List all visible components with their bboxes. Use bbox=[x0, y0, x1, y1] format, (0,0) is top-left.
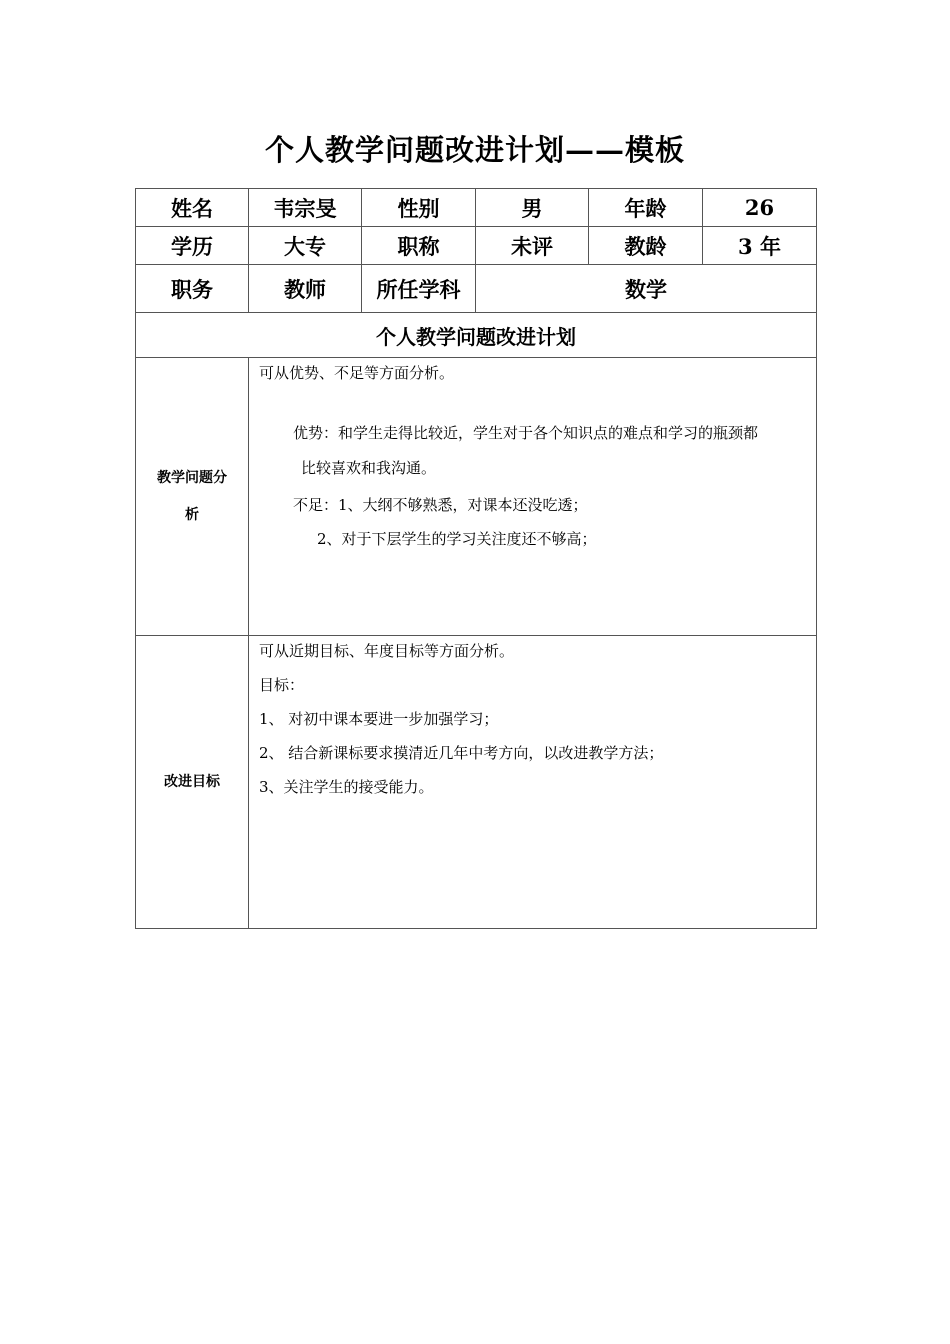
subject-value: 数学 bbox=[476, 265, 817, 313]
improvement-content bbox=[249, 636, 817, 929]
analysis-label bbox=[136, 358, 249, 636]
position-value: 教师 bbox=[249, 265, 362, 313]
analysis-strength-line-1: 优势：和学生走得比较近，学生对于各个知识点的难点和学习的瓶颈都 bbox=[293, 424, 759, 442]
plan-header-row bbox=[136, 313, 817, 358]
gender-value: 男 bbox=[476, 189, 589, 227]
analysis-weakness-line-1: 不足：1、大纲不够熟悉，对课本还没吃透； bbox=[293, 496, 588, 514]
improvement-goal-2: 2、 结合新课标要求摸清近几年中考方向，以改进教学方法； bbox=[259, 744, 664, 762]
age-label: 年龄 bbox=[589, 189, 703, 227]
improvement-hint: 可从近期目标、年度目标等方面分析。 bbox=[259, 642, 515, 660]
plan-header: 个人教学问题改进计划 bbox=[136, 313, 817, 358]
info-row-3 bbox=[136, 265, 817, 313]
info-row-1 bbox=[136, 189, 817, 227]
age-value: 26 bbox=[703, 189, 817, 227]
improvement-goal-1: 1、 对初中课本要进一步加强学习； bbox=[259, 710, 499, 728]
analysis-strength-line-2: 比较喜欢和我沟通。 bbox=[301, 459, 437, 477]
teaching-years-value: 3 年 bbox=[703, 227, 817, 265]
analysis-content bbox=[249, 358, 817, 636]
info-row-2 bbox=[136, 227, 817, 265]
improvement-goal-heading: 目标： bbox=[259, 676, 305, 694]
name-label: 姓名 bbox=[136, 189, 249, 227]
name-value: 韦宗旻 bbox=[249, 189, 362, 227]
improvement-label: 改进目标 bbox=[136, 636, 249, 929]
analysis-label-line-2: 析 bbox=[185, 506, 199, 523]
rank-label: 职称 bbox=[362, 227, 476, 265]
improvement-goal-3: 3、关注学生的接受能力。 bbox=[259, 778, 434, 796]
education-label: 学历 bbox=[136, 227, 249, 265]
analysis-row bbox=[136, 358, 817, 636]
plan-form-table bbox=[135, 188, 817, 929]
analysis-weakness-line-2: 2、对于下层学生的学习关注度还不够高； bbox=[317, 530, 597, 548]
rank-value: 未评 bbox=[476, 227, 589, 265]
teaching-years-label: 教龄 bbox=[589, 227, 703, 265]
analysis-label-line-1: 教学问题分 bbox=[157, 469, 227, 486]
education-value: 大专 bbox=[249, 227, 362, 265]
gender-label: 性别 bbox=[362, 189, 476, 227]
analysis-hint: 可从优势、不足等方面分析。 bbox=[259, 364, 455, 382]
page-title: 个人教学问题改进计划——模板 bbox=[264, 133, 685, 167]
improvement-row bbox=[136, 636, 817, 929]
subject-label: 所任学科 bbox=[362, 265, 476, 313]
position-label: 职务 bbox=[136, 265, 249, 313]
